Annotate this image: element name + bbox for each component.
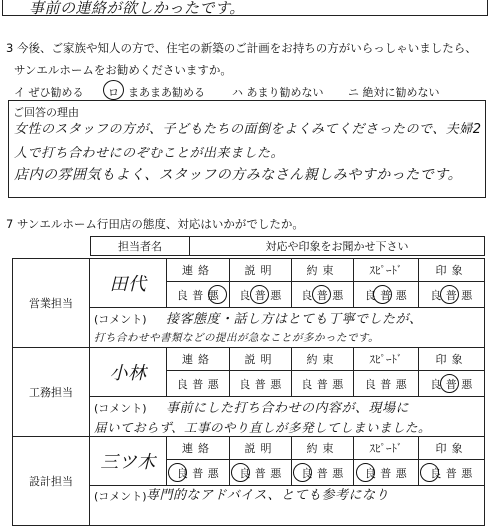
crit-contact-1 xyxy=(166,258,230,282)
scale-text: 良 普 悪 xyxy=(176,466,220,480)
crit-label: 連絡 xyxy=(182,442,214,455)
crit-impression-3 xyxy=(418,436,485,460)
name-design-value: 三ツ木 xyxy=(100,452,156,473)
crit-label: 印象 xyxy=(435,442,468,455)
crit-label: 約束 xyxy=(306,264,339,277)
role-sales xyxy=(12,258,90,348)
name-construction-value: 小林 xyxy=(109,363,147,384)
scale-text: 良 普 悪 xyxy=(364,288,408,302)
crit-impression-2 xyxy=(418,347,485,371)
crit-label: ｽﾋﾟｰﾄﾞ xyxy=(369,442,403,455)
reason-handwriting-2: 店内の雰囲気もよく、スタッフの方みなさん親しみやすかったです。 xyxy=(14,167,463,183)
crit-explain-3 xyxy=(229,436,292,460)
comment-construction-line1: 事前にした打ち合わせの内容が、現場に xyxy=(166,401,410,416)
q3-question-line2: サンエルホームをお勧めくださいますか。 xyxy=(14,63,232,77)
name-design xyxy=(89,436,167,486)
scale-text: 良 普 悪 xyxy=(430,377,473,391)
previous-answer-text: 事前の連絡が欲しかったです。 xyxy=(29,0,245,17)
rating-circle xyxy=(231,463,250,482)
comment-label: (コメント) xyxy=(94,313,147,326)
comment-sales xyxy=(89,307,485,348)
crit-label: 約束 xyxy=(306,353,339,366)
header-impression xyxy=(189,236,485,256)
crit-speed-3 xyxy=(353,436,419,460)
scale-promise-2 xyxy=(291,370,354,397)
rating-circle xyxy=(373,285,392,304)
rating-circle xyxy=(440,374,459,393)
name-sales-value: 田代 xyxy=(109,274,147,295)
q3-option-c: ハ あまり勧めない xyxy=(232,86,324,99)
name-sales xyxy=(89,258,167,308)
comment-sales-line1: 接客態度・話し方はとても丁寧でしたが、 xyxy=(166,312,423,327)
comment-design xyxy=(89,485,485,526)
comment-construction-line2: 届いておらず、工事のやり直しが多発してしまいました。 xyxy=(94,420,432,435)
crit-label: ｽﾋﾟｰﾄﾞ xyxy=(369,353,403,366)
header-staff-name xyxy=(90,236,190,256)
header-impression-label: 対応や印象をお聞かせ下さい xyxy=(265,240,409,253)
q3-question-line1: 3 今後、ご家族や知人の方で、住宅の新築のご計画をお持ちの方がいらっしゃいましたら、 xyxy=(6,41,477,55)
crit-contact-3 xyxy=(166,436,230,460)
q3-option-d: ニ 絶対に勧めない xyxy=(348,86,440,99)
rating-circle xyxy=(208,285,227,304)
scale-text: 良 普 悪 xyxy=(364,377,408,391)
crit-label: 約束 xyxy=(306,442,339,455)
rating-circle xyxy=(168,463,187,482)
role-design-label: 設計担当 xyxy=(29,475,73,488)
scale-text: 良 普 悪 xyxy=(239,288,282,302)
rating-circle xyxy=(420,463,439,482)
scale-text: 良 普 悪 xyxy=(239,466,282,480)
role-construction xyxy=(12,347,90,437)
selected-answer-circle xyxy=(103,80,124,100)
crit-label: 説明 xyxy=(244,264,277,277)
role-construction-label: 工務担当 xyxy=(29,386,73,399)
crit-speed-1 xyxy=(353,258,419,282)
crit-label: ｽﾋﾟｰﾄﾞ xyxy=(369,264,403,277)
crit-promise-1 xyxy=(291,258,354,282)
reason-label: ご回答の理由 xyxy=(13,106,79,119)
crit-label: 連絡 xyxy=(182,353,214,366)
role-sales-label: 営業担当 xyxy=(29,297,73,310)
crit-label: 説明 xyxy=(244,353,277,366)
q7-question: 7 サンエルホーム行田店の態度、対応はいかがでしたか。 xyxy=(6,217,304,231)
q3-option-b-mark: ロ xyxy=(108,86,119,99)
crit-label: 印象 xyxy=(435,264,468,277)
previous-answer-box xyxy=(2,0,488,16)
q3-option-b: まあまあ勧める xyxy=(128,86,205,99)
comment-label: (コメント) xyxy=(94,402,147,415)
rating-circle xyxy=(293,463,312,482)
comment-construction xyxy=(89,396,485,437)
scale-text: 良 普 悪 xyxy=(301,377,344,391)
scale-text: 良 普 悪 xyxy=(301,288,344,302)
name-construction xyxy=(89,347,167,397)
crit-label: 印象 xyxy=(435,353,468,366)
reason-handwriting-1: 女性のスタッフの方が、子どもたちの面倒をよくみてくださったので、夫婦2人で打ち合わせにのぞむことが出来ました。 xyxy=(14,122,482,161)
crit-contact-2 xyxy=(166,347,230,371)
scale-text: 良 普 悪 xyxy=(176,288,220,302)
scale-text: 良 普 悪 xyxy=(301,466,344,480)
comment-sales-line2: 打ち合わせや書類などの提出が急なことが多かったです。 xyxy=(94,332,380,344)
rating-circle xyxy=(356,463,375,482)
rating-circle xyxy=(250,285,269,304)
q3-option-a: イ ぜひ勧める xyxy=(14,86,84,99)
crit-impression-1 xyxy=(418,258,485,282)
scale-text: 良 普 悪 xyxy=(176,377,220,391)
scale-text: 良 普 悪 xyxy=(430,466,473,480)
crit-label: 説明 xyxy=(244,442,277,455)
scale-contact-2 xyxy=(166,370,230,397)
crit-promise-3 xyxy=(291,436,354,460)
crit-promise-2 xyxy=(291,347,354,371)
scale-explain-2 xyxy=(229,370,292,397)
comment-design-line1: 専門的なアドバイス、とても参考になり xyxy=(146,488,390,503)
scale-text: 良 普 悪 xyxy=(364,466,408,480)
header-staff-label: 担当者名 xyxy=(118,240,162,253)
rating-circle xyxy=(440,285,459,304)
rating-circle xyxy=(312,285,331,304)
scale-text: 良 普 悪 xyxy=(239,377,282,391)
comment-label: (コメント) xyxy=(94,490,147,503)
scale-speed-2 xyxy=(353,370,419,397)
crit-label: 連絡 xyxy=(182,264,214,277)
role-design xyxy=(12,436,90,526)
crit-speed-2 xyxy=(353,347,419,371)
scale-text: 良 普 悪 xyxy=(430,288,473,302)
crit-explain-2 xyxy=(229,347,292,371)
crit-explain-1 xyxy=(229,258,292,282)
